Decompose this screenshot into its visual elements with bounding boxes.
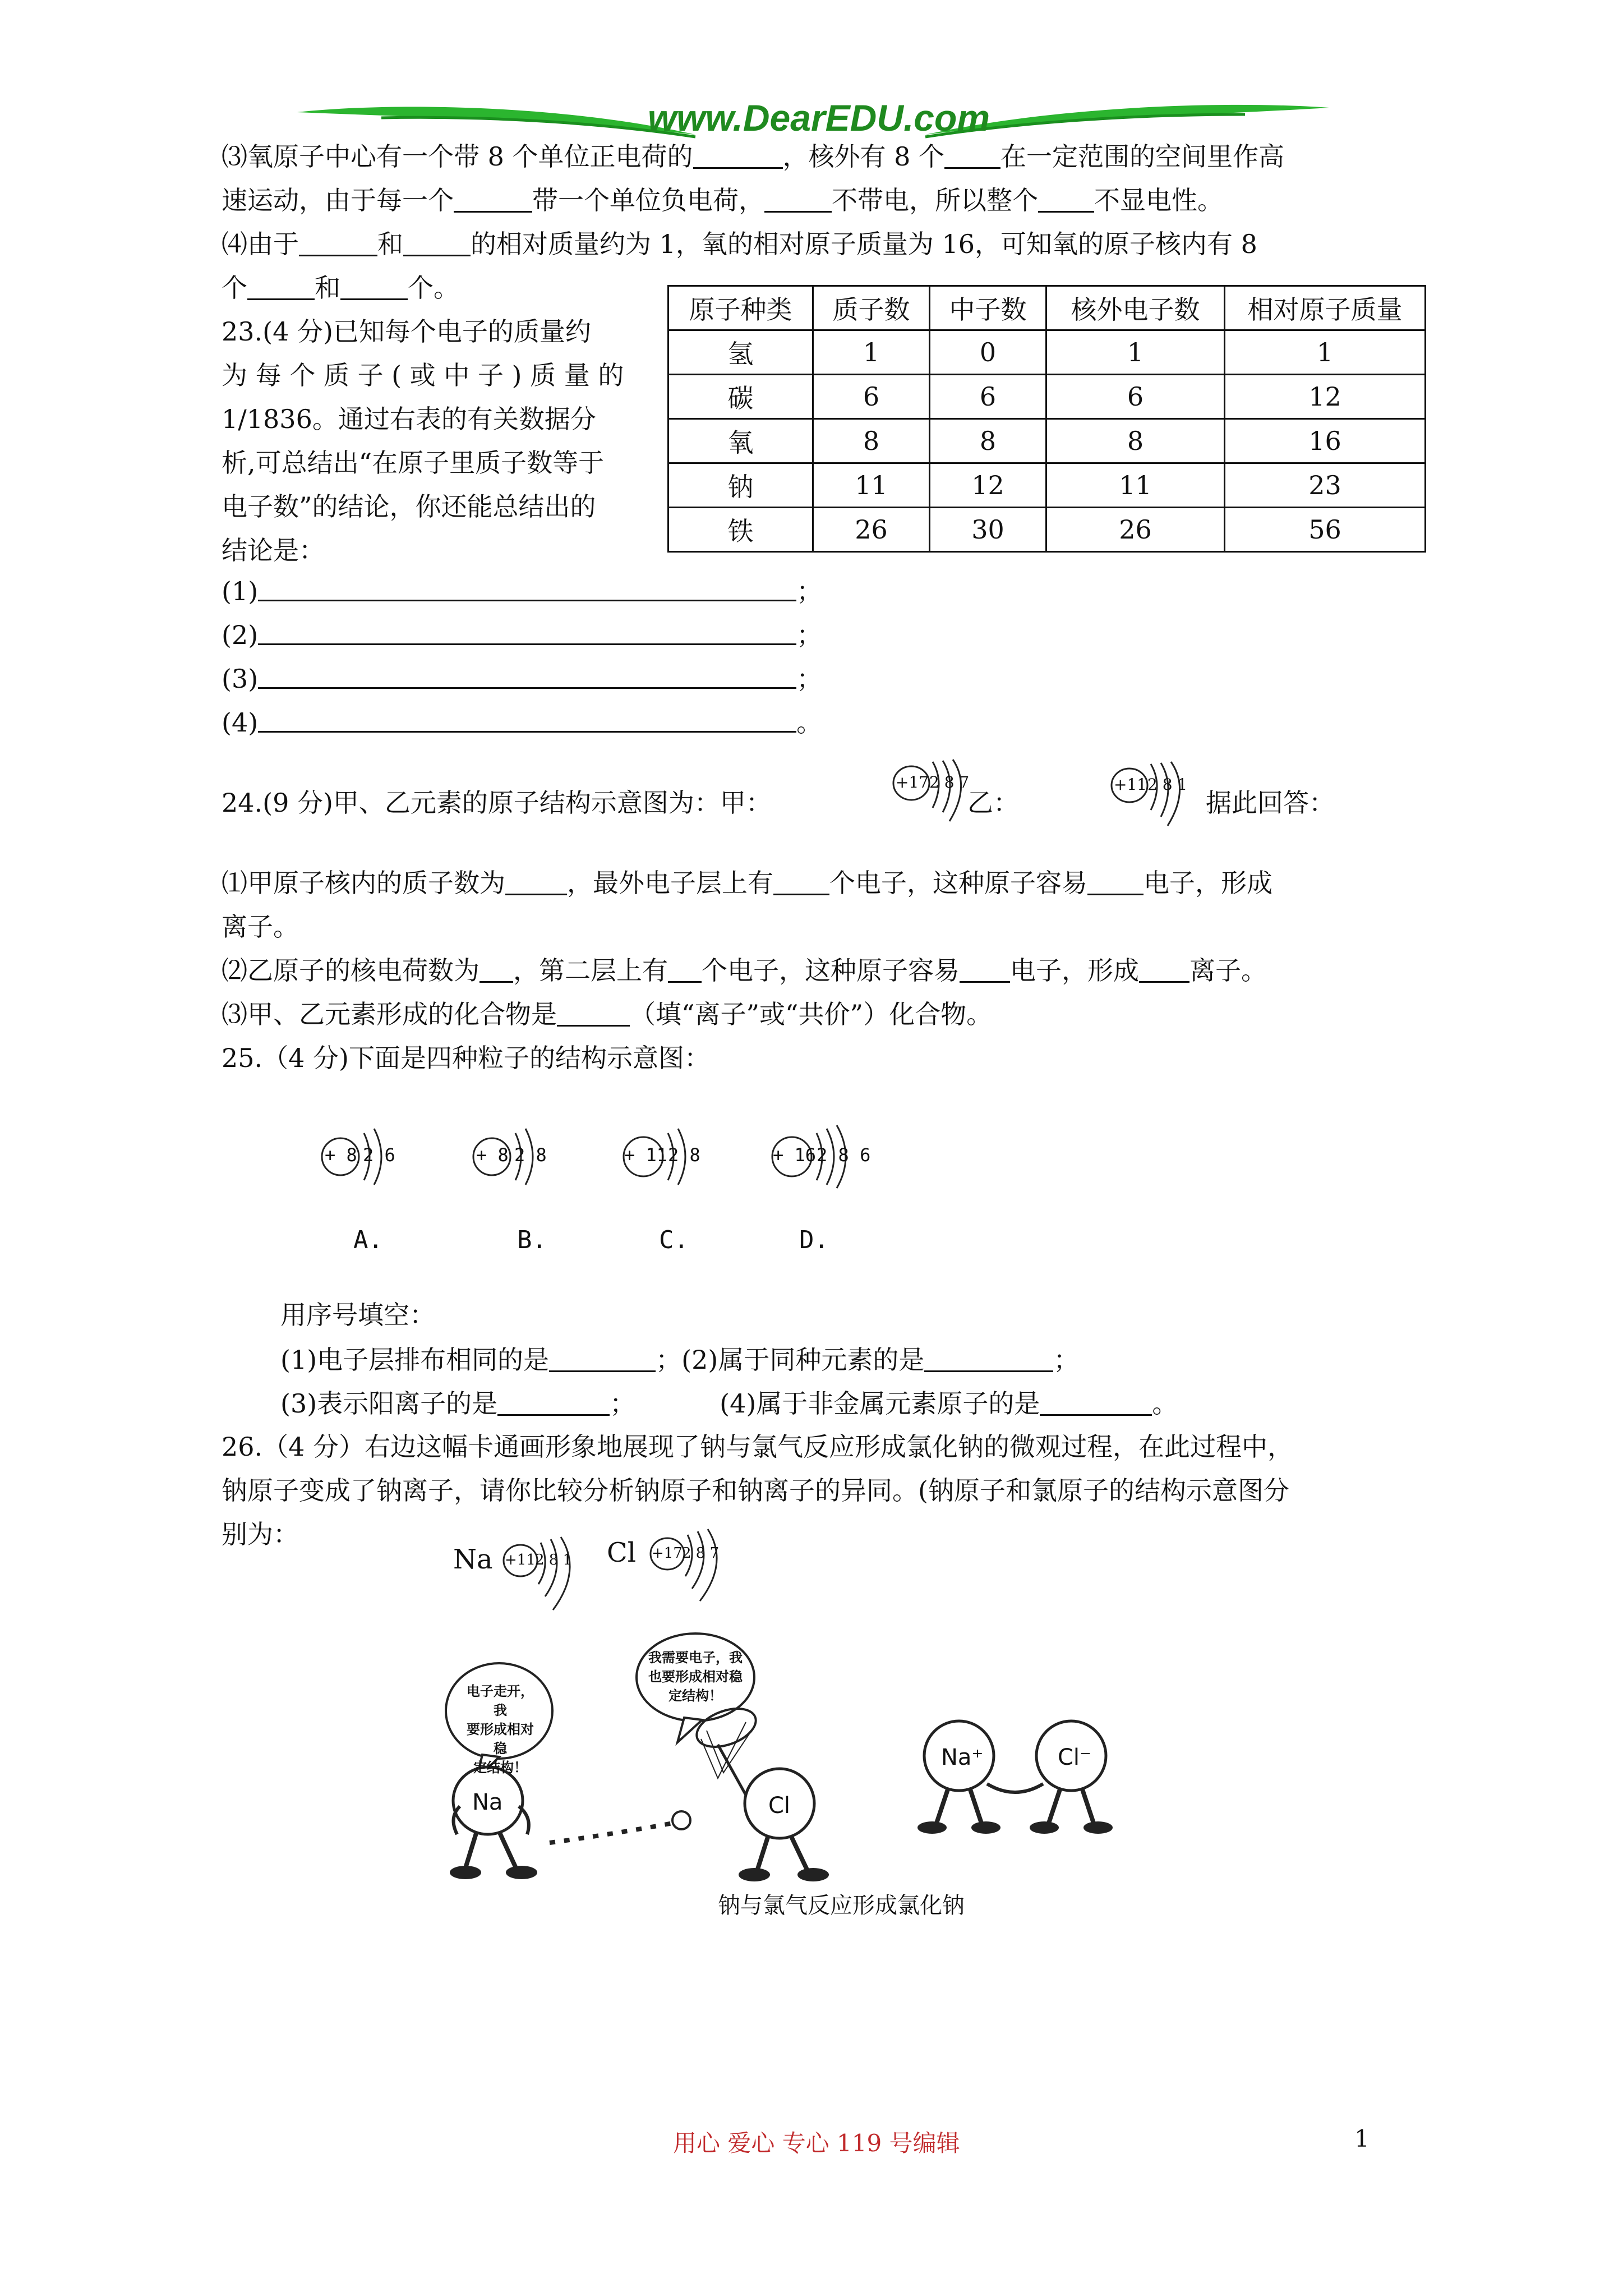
blank[interactable]	[557, 998, 630, 1027]
answer-line-1[interactable]	[222, 571, 822, 608]
q24-p1	[222, 861, 1272, 905]
shell-label: 2 8 1	[535, 1552, 573, 1568]
table-cell: 8	[1046, 419, 1225, 463]
table-row	[668, 463, 1426, 508]
bubble-line: 电子走开，我	[467, 1683, 534, 1718]
speech-bubble-cl	[645, 1648, 746, 1705]
text: ，最外电子层上有	[567, 868, 773, 898]
q22-line4	[222, 178, 1223, 222]
q24-p1-cont	[222, 905, 299, 949]
q23-line: 23.(4 分)已知每个电子的质量约	[222, 316, 591, 347]
text: ；(2)属于同种元素的是	[656, 1345, 925, 1375]
q26-line1: 26.（4 分）右边这幅卡通画形象地展现了钠与氯气反应形成氯化钠的微观过程，在此过程中，	[222, 1432, 1294, 1462]
q23-line: 电子数”的结论，你还能总结出的	[222, 491, 596, 522]
text: 个。	[408, 273, 459, 303]
text: 个电子，这种原子容易	[829, 868, 1087, 898]
particle-diagram-b	[468, 1122, 564, 1189]
text: ；	[796, 620, 823, 650]
q25-s1-s2	[280, 1340, 1079, 1377]
na-atom-diagram	[499, 1526, 594, 1616]
table-cell: 11	[813, 463, 930, 508]
text: ⑵乙原子的核电荷数为	[222, 955, 479, 986]
cl-label: Cl	[607, 1537, 637, 1568]
blank[interactable]	[258, 621, 796, 645]
blank[interactable]	[924, 1343, 1053, 1372]
column-header: 质子数	[813, 286, 930, 330]
nucleus-label: +17	[896, 773, 929, 792]
table-header-row	[668, 286, 1426, 330]
text: 和	[315, 273, 340, 303]
blank[interactable]	[549, 1343, 656, 1372]
text: ；	[610, 1388, 636, 1419]
character-cl-ion-label: Cl⁻	[1058, 1745, 1092, 1770]
q24-p3	[222, 992, 992, 1036]
text: 在一定范围的空间里作高	[1000, 141, 1285, 172]
answer-label: (1)	[222, 576, 259, 606]
answer-label: (4)	[222, 707, 259, 738]
shell-label: 2 8 7	[929, 773, 970, 792]
table-row	[668, 375, 1426, 419]
blank[interactable]	[258, 708, 796, 733]
blank[interactable]	[340, 272, 408, 300]
bubble-line: 定结构！	[668, 1688, 722, 1704]
atom-data-table	[667, 285, 1426, 553]
shell-label: 2 8 1	[1147, 775, 1188, 794]
blank[interactable]	[1139, 954, 1189, 983]
blank[interactable]	[403, 228, 471, 256]
blank[interactable]	[247, 272, 315, 300]
cartoon-caption: 钠与氯气反应形成氯化钠	[718, 1893, 965, 1918]
column-header: 中子数	[930, 286, 1046, 330]
particle-diagram-c	[620, 1122, 715, 1189]
character-cl-label: Cl	[768, 1793, 791, 1819]
blank[interactable]	[299, 228, 377, 256]
table-cell: 26	[1046, 508, 1225, 552]
table-cell: 26	[813, 508, 930, 552]
shell-label: 2 8 7	[682, 1545, 720, 1562]
text: ，核外有 8 个	[782, 141, 945, 172]
shell-label: 2 8 6	[817, 1144, 871, 1166]
q23-line: 结论是：	[222, 535, 325, 565]
text: 不显电性。	[1094, 185, 1223, 215]
speech-bubble-na	[461, 1682, 540, 1777]
na-label: Na	[453, 1544, 493, 1575]
blank[interactable]	[1040, 1387, 1152, 1416]
nucleus-label: + 8	[325, 1144, 357, 1166]
bubble-line: 我需要电子，我	[648, 1650, 743, 1665]
blank[interactable]	[505, 867, 567, 895]
column-header: 核外电子数	[1046, 286, 1225, 330]
blank[interactable]	[668, 954, 702, 983]
text: 速运动，由于每一个	[222, 185, 454, 215]
table-cell: 1	[1225, 330, 1426, 375]
q22-line6	[222, 266, 459, 310]
answer-line-3[interactable]	[222, 659, 822, 696]
blank[interactable]	[258, 577, 796, 601]
table-cell: 0	[930, 330, 1046, 375]
blank[interactable]	[693, 140, 783, 169]
q24-intro-end: 据此回答：	[1206, 788, 1335, 818]
answer-label: (2)	[222, 620, 259, 650]
table-cell: 钠	[668, 463, 813, 508]
nucleus-label: + 16	[773, 1144, 817, 1166]
text: ，第二层上有	[513, 955, 668, 986]
text: 不带电，所以整个	[832, 185, 1038, 215]
q24-intro: 24.(9 分)甲、乙元素的原子结构示意图为：甲：	[222, 788, 772, 818]
table-cell: 氢	[668, 330, 813, 375]
table-cell: 6	[930, 375, 1046, 419]
text: 个	[222, 273, 247, 303]
particle-diagram-d	[768, 1122, 886, 1189]
logo-text: www.DearEDU.com	[647, 97, 990, 139]
option-label-b: B.	[517, 1226, 547, 1254]
q22-line3	[222, 135, 1284, 178]
table-row	[668, 419, 1426, 463]
text: （填“离子”或“共价”）化合物。	[630, 999, 993, 1029]
q23-text	[222, 310, 648, 572]
table-cell: 氧	[668, 419, 813, 463]
table-cell: 16	[1225, 419, 1426, 463]
table-cell: 12	[1225, 375, 1426, 419]
q23-line: 为 每 个 质 子 ( 或 中 子 ) 质 量 的	[222, 360, 624, 390]
blank[interactable]	[1038, 184, 1094, 213]
blank[interactable]	[258, 665, 796, 689]
nucleus-label: +11	[1114, 775, 1147, 794]
text: ；	[796, 664, 823, 694]
table-cell: 1	[1046, 330, 1225, 375]
text: ⑶甲、乙元素形成的化合物是	[222, 999, 557, 1029]
q26-line3: 别为：	[222, 1519, 299, 1549]
text: (1)电子层排布相同的是	[280, 1345, 550, 1375]
column-header: 相对原子质量	[1225, 286, 1426, 330]
blank[interactable]	[479, 954, 513, 983]
text: 。	[1152, 1388, 1178, 1419]
particle-diagram-a	[317, 1122, 412, 1189]
table-cell: 11	[1046, 463, 1225, 508]
character-na-ion-label: Na⁺	[941, 1745, 984, 1770]
blank[interactable]	[1087, 867, 1144, 895]
q25-fill-intro: 用序号填空：	[280, 1300, 435, 1330]
text: 电子，形成	[1010, 955, 1139, 986]
blank[interactable]	[497, 1387, 610, 1416]
text: ⑷由于	[222, 229, 299, 259]
table-cell: 56	[1225, 508, 1426, 552]
table-cell: 12	[930, 463, 1046, 508]
table-cell: 6	[813, 375, 930, 419]
answer-line-4[interactable]	[222, 702, 822, 739]
nucleus-label: + 8	[476, 1144, 509, 1166]
sodium-chlorine-cartoon	[443, 1632, 1172, 1896]
blank[interactable]	[944, 140, 1000, 169]
table-cell: 6	[1046, 375, 1225, 419]
answer-label: (3)	[222, 664, 259, 694]
q22-line5	[222, 222, 1257, 266]
q26-line2: 钠原子变成了钠离子，请你比较分析钠原子和钠离子的异同。(钠原子和氯原子的结构示意图分	[222, 1475, 1289, 1506]
blank[interactable]	[960, 954, 1010, 983]
page-number: 1	[1354, 2125, 1370, 2152]
cl-atom-diagram	[645, 1515, 740, 1604]
text: 和	[377, 229, 403, 259]
q24-p2	[222, 949, 1267, 992]
footer-text: 用心 爱心 专心 119 号编辑	[673, 2129, 960, 2157]
blank[interactable]	[773, 867, 829, 895]
blank[interactable]	[454, 184, 532, 213]
shell-label: 2 8	[514, 1144, 547, 1166]
column-header: 原子种类	[668, 286, 813, 330]
text: (4)属于非金属元素原子的是	[720, 1388, 1040, 1419]
table-row	[668, 330, 1426, 375]
shell-label: 2 8	[668, 1144, 700, 1166]
nucleus-label: +11	[505, 1552, 536, 1568]
bubble-line: 也要形成相对稳	[648, 1669, 743, 1685]
text: ⑴甲原子核内的质子数为	[222, 868, 505, 898]
answer-line-2[interactable]	[222, 615, 822, 652]
bubble-line: 定结构！	[473, 1760, 527, 1775]
option-label-a: A.	[353, 1226, 383, 1254]
table-cell: 铁	[668, 508, 813, 552]
q24-intro-yi: 乙：	[967, 788, 1019, 818]
q25-s3-s4	[280, 1383, 1178, 1420]
q23-line: 1/1836。通过右表的有关数据分	[222, 404, 596, 434]
table-cell: 8	[930, 419, 1046, 463]
table-cell: 30	[930, 508, 1046, 552]
text: 离子。	[1189, 955, 1267, 986]
table-cell: 碳	[668, 375, 813, 419]
text: ；	[1053, 1345, 1080, 1375]
blank[interactable]	[764, 184, 832, 213]
option-label-c: C.	[659, 1226, 689, 1254]
nucleus-label: + 11	[624, 1144, 668, 1166]
text: ⑶氧原子中心有一个带 8 个单位正电荷的	[222, 141, 693, 172]
table-cell: 23	[1225, 463, 1426, 508]
table-cell: 1	[813, 330, 930, 375]
nucleus-label: +17	[652, 1545, 683, 1562]
option-label-d: D.	[799, 1226, 829, 1254]
q23-line: 析,可总结出“在原子里质子数等于	[222, 448, 605, 478]
text: 。	[796, 707, 823, 738]
text: 个电子，这种原子容易	[702, 955, 960, 986]
table-row	[668, 508, 1426, 552]
bubble-line: 要形成相对稳	[467, 1722, 534, 1756]
text: ；	[796, 576, 823, 606]
shell-label: 2 6	[363, 1144, 395, 1166]
atom-diagram-yi	[1106, 758, 1201, 829]
text: (3)表示阳离子的是	[280, 1388, 498, 1419]
text: 离子。	[222, 912, 299, 942]
q25-title: 25.（4 分)下面是四种粒子的结构示意图：	[222, 1043, 710, 1073]
character-na-label: Na	[472, 1789, 503, 1815]
text: 电子，形成	[1144, 868, 1272, 898]
table-cell: 8	[813, 419, 930, 463]
text: 带一个单位负电荷，	[532, 185, 764, 215]
text: 的相对质量约为 1，氧的相对原子质量为 16，可知氧的原子核内有 8	[471, 229, 1257, 259]
